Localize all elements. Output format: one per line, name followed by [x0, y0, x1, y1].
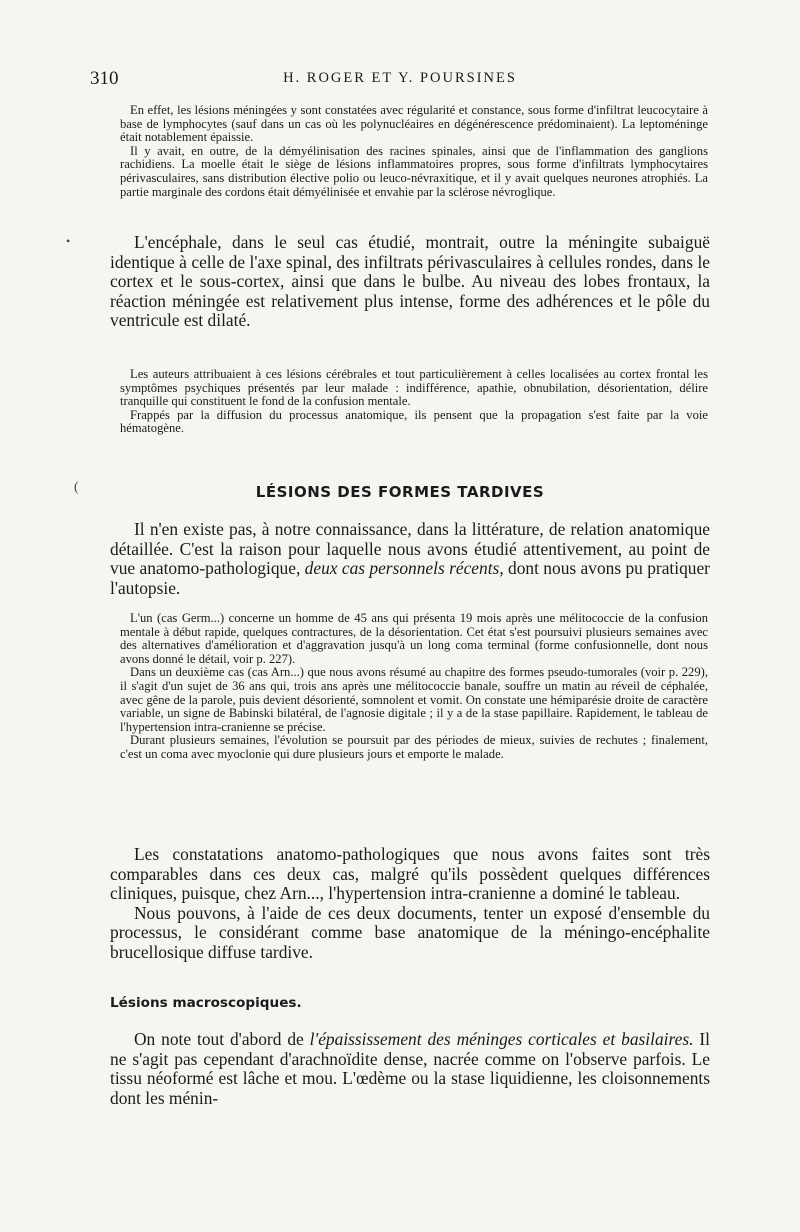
paragraph: Durant plusieurs semaines, l'évolution se poursuit par des périodes de mieux, suivies de rechutes ; finalement, c'est un coma avec myoclonie qui dure plusieurs jours et emporte le malade. [120, 733, 708, 761]
text-run: On note tout d'abord de [134, 1029, 310, 1049]
running-title: H. ROGER ET Y. POURSINES [283, 70, 517, 86]
paragraph [110, 520, 710, 598]
text-run: Il ne s'agit pas cependant d'arachnoïdite dense, nacrée comme on l'observe parfois. Le tissu néoformé est lâche et mou. L'œdème ou la stase liquidienne, les cloisonnements dont les ménin- [110, 1029, 710, 1108]
paragraph [110, 1030, 710, 1108]
paragraph: Les auteurs attribuaient à ces lésions cérébrales et tout particulièrement à celles localisées au cortex frontal les symptômes psychiques présentés par leur malade : indifférence, apathie, obnubilation, désorientation, délire tranquille qui constituent le fond de la confusion mentale. [120, 367, 708, 409]
paragraph: Nous pouvons, à l'aide de ces deux documents, tenter un exposé d'ensemble du processus, le considérant comme base anatomique de la méningo-encéphalite brucellosique diffuse tardive. [110, 902, 710, 962]
paragraph-lesions-macroscopiques [110, 1030, 710, 1108]
paragraph-block-auteurs [120, 368, 708, 436]
paragraph-block-constatations [110, 845, 710, 963]
margin-bracket-mark: ( [74, 480, 79, 495]
paragraph: Dans un deuxième cas (cas Arn...) que nous avons résumé au chapitre des formes pseudo-tumorales (voir p. 229), il s'agit d'un sujet de 36 ans qui, trois ans après une mélitococcie banale, souffre un matin au réveil de céphalée, avec gêne de la parole, puis devient désorienté, somnolent et vomit. On constate une hémiparésie droite de caractère variable, un signe de Babinski bilatéral, de l'agnosie digitale ; il y a de la stase papillaire. Rapidement, le tableau de l'hypertension intra-cranienne se précise. [120, 665, 708, 734]
italic-run: l'épaississement des méninges corticales et basilaires. [309, 1029, 694, 1049]
paragraph-encephale [110, 233, 710, 331]
text-run: dont nous avons pu pratiquer l'autopsie. [110, 558, 710, 598]
page-header [0, 68, 800, 90]
paragraph: Il y avait, en outre, de la démyélinisation des racines spinales, ainsi que de l'inflammation des ganglions rachidiens. La moelle était le siège de lésions inflammatoires propres, sous forme d'infiltrats lymphocytaires périvasculaires, sans distribution élective polio ou leuco-névraxitique, et il y avait quelques neurones atrophiés. La partie marginale des cordons était démyélinisée et envahie par la sclérose névroglique. [120, 143, 708, 199]
paragraph-block-cas-cliniques [120, 612, 708, 762]
paragraph: Les constatations anatomo-pathologiques que nous avons faites sont très comparables dans ces deux cas, malgré qu'ils possèdent quelques différences cliniques, puisque, chez Arn..., l'hypertension intra-cranienne a dominé le tableau. [110, 844, 710, 904]
paragraph: Frappés par la diffusion du processus anatomique, ils pensent que la propagation s'est faite par la voie hématogène. [120, 407, 708, 436]
paragraph: En effet, les lésions méningées y sont constatées avec régularité et constance, sous forme d'infiltrat leucocytaire à base de lymphocytes (sauf dans un cas où les polynucléaires en dégénérescence prédominaient). La leptoméninge était notablement épaissie. [120, 103, 708, 145]
margin-bullet-mark: • [66, 234, 71, 248]
paragraph: L'encéphale, dans le seul cas étudié, montrait, outre la méningite subaiguë identique à celle de l'axe spinal, des infiltrats périvasculaires à cellules rondes, dans le cortex et le sous-cortex, ainsi que dans le bulbe. Au niveau des lobes frontaux, la réaction méningée est relativement plus intense, forme des adhérences et le pôle du ventricule est dilaté. [110, 232, 710, 331]
paragraph-intro-formes-tardives [110, 520, 710, 598]
page-number: 310 [90, 68, 119, 89]
paragraph-block-lesions-meningees [120, 104, 708, 199]
section-title: LÉSIONS DES FORMES TARDIVES [255, 483, 545, 501]
italic-run: deux cas personnels récents, [304, 558, 504, 579]
paragraph: L'un (cas Germ...) concerne un homme de 45 ans qui présenta 19 mois après une mélitococcie de la confusion mentale à début rapide, quelques contractures, de la désorientation. Cet état s'est poursuivi plusieurs semaines avec des alternatives d'amélioration et d'aggravation jusqu'à un long coma terminal (forme confusionnelle, dont nous avons donné le détail, voir p. 227). [120, 611, 708, 666]
text-run: Il n'en existe pas, à notre connaissance, dans la littérature, de relation anatomique détaillée. C'est la raison pour laquelle nous avons étudié attentivement, au point de vue anatomo-pathologique, [110, 519, 710, 579]
subsection-title: Lésions macroscopiques. [110, 995, 302, 1011]
